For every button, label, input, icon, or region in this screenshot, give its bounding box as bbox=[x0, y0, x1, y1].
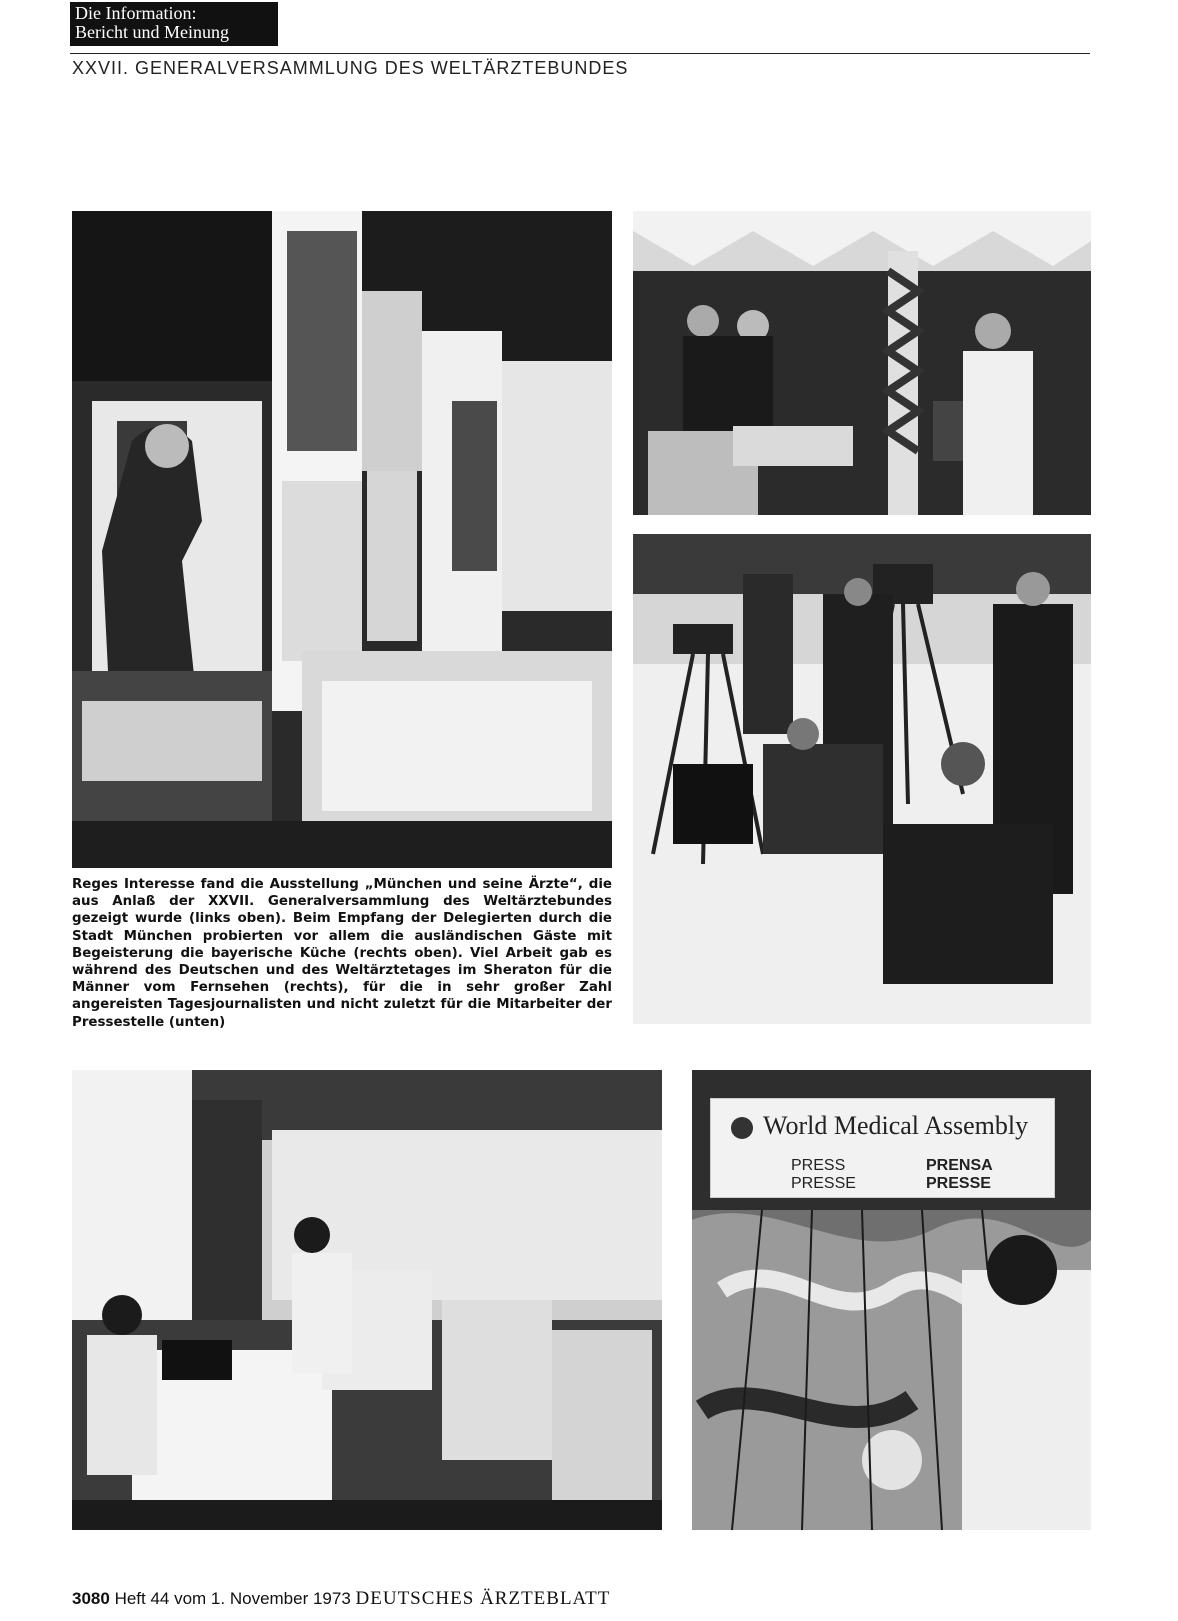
photo-reception bbox=[633, 211, 1091, 515]
photo-tv-crew bbox=[633, 534, 1091, 1024]
sign-press-left-line1: PRESS bbox=[791, 1157, 846, 1174]
page-title: XXVII. GENERALVERSAMMLUNG DES WELTÄRZTEBUNDES bbox=[72, 58, 629, 78]
issue-info: Heft 44 vom 1. November 1973 bbox=[114, 1589, 351, 1608]
sign-press-right-line1: PRENSA bbox=[926, 1157, 993, 1174]
header-rule bbox=[70, 53, 1090, 54]
sign-press-right bbox=[926, 1157, 993, 1193]
photo-press-office bbox=[72, 1070, 662, 1530]
sign-press-left bbox=[791, 1157, 856, 1193]
wma-logo-icon bbox=[731, 1117, 753, 1139]
section-label-line1: Die Information: bbox=[75, 3, 197, 23]
journal-name: DEUTSCHES ÄRZTEBLATT bbox=[355, 1588, 611, 1609]
sign-title: World Medical Assembly bbox=[763, 1111, 1029, 1140]
section-label-line2: Bericht und Meinung bbox=[75, 22, 229, 42]
press-sign bbox=[710, 1098, 1055, 1198]
section-label bbox=[70, 2, 278, 46]
page-footer bbox=[72, 1588, 610, 1610]
sign-press-left-line2: PRESSE bbox=[791, 1175, 856, 1192]
sign-press-right-line2: PRESSE bbox=[926, 1175, 991, 1192]
photo-caption: Reges Interesse fand die Ausstellung „München und seine Ärzte“, die aus Anlaß der XXVII. Generalversammlung des Weltärztebundes gezeigt wurde (links oben). Beim Empfang der Delegierten durch die Stadt München probierten vor allem die ausländischen Gäste mit Begeisterung die bayerische Küche (rechts oben). Viel Arbeit gab es während des Deutschen und des Weltärztetages im Sheraton für die Männer vom Fernsehen (rechts), für die in sehr großer Zahl angereisten Tagesjournalisten und nicht zuletzt für die Mitarbeiter der Pressestelle (unten) bbox=[72, 877, 612, 1030]
page-number: 3080 bbox=[72, 1589, 110, 1608]
photo-exhibition bbox=[72, 211, 612, 868]
